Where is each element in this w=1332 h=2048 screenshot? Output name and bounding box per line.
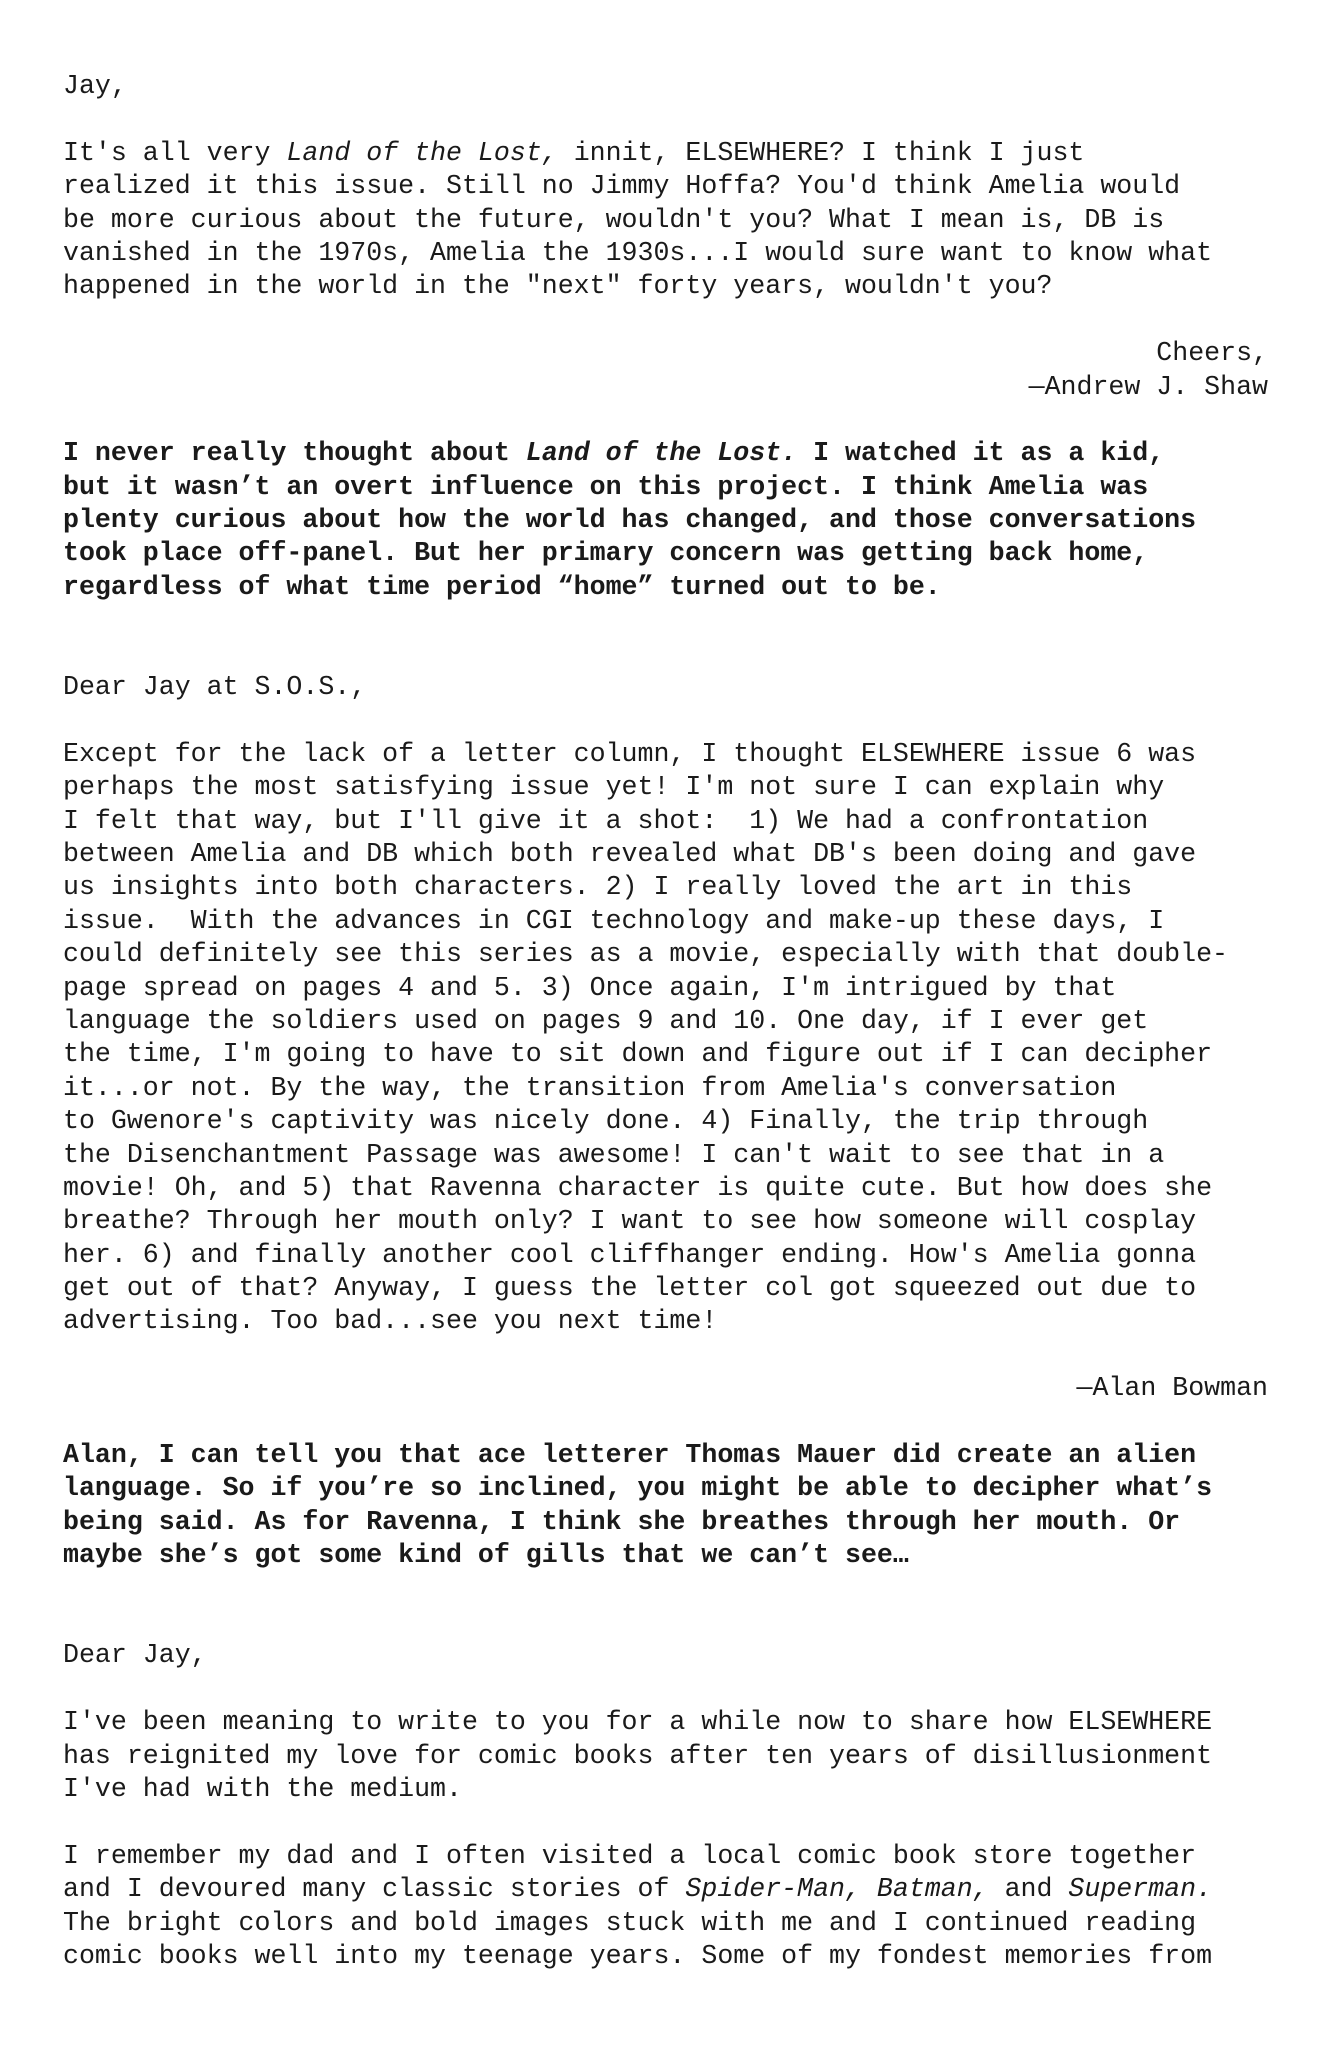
salutation: Dear Jay at S.O.S., (63, 672, 367, 703)
body-line: realized it this issue. Still no Jimmy Hoffa? You'd think Amelia would (63, 171, 1181, 202)
letter-alan-bowman (63, 671, 1268, 1406)
reply-line: maybe she’s got some kind of gills that we can’t see… (63, 1540, 909, 1571)
salutation: Dear Jay, (63, 1640, 207, 1671)
body-line: the Disenchantment Passage was awesome! I can't wait to see that in a (63, 1139, 1165, 1170)
body-line: The bright colors and bold images stuck with me and I continued reading (63, 1907, 1197, 1938)
body-line: perhaps the most satisfying issue yet! I'm not sure I can explain why (63, 772, 1165, 803)
body-line: has reignited my love for comic books after ten years of disillusionment (63, 1740, 1213, 1771)
body-line: I've had with the medium. (63, 1773, 462, 1804)
closing: Cheers, (1156, 338, 1268, 369)
body-line: breathe? Through her mouth only? I want to see how someone will cosplay (63, 1206, 1197, 1237)
body-line: It's all very Land of the Lost, innit, ELSEWHERE? I think I just (63, 137, 1085, 168)
body-line: advertising. Too bad...see you next time! (63, 1306, 718, 1337)
salutation: Jay, (63, 71, 127, 101)
reply-line: I never really thought about Land of the Lost. I watched it as a kid, (63, 438, 1165, 469)
body-line: I remember my dad and I often visited a local comic book store together (63, 1840, 1197, 1871)
body-line: issue. With the advances in CGI technology and make-up these days, I (63, 905, 1165, 936)
editor-reply (63, 1439, 1268, 1573)
body-line: language the soldiers used on pages 9 and 10. One day, if I ever get (63, 1005, 1149, 1036)
body-line: it...or not. By the way, the transition from Amelia's conversation (63, 1072, 1117, 1103)
body-line: be more curious about the future, wouldn't you? What I mean is, DB is (63, 204, 1165, 235)
body-line: comic books well into my teenage years. Some of my fondest memories from (63, 1940, 1213, 1971)
reply-line: language. So if you’re so inclined, you might be able to decipher what’s (63, 1473, 1213, 1504)
body-line: and I devoured many classic stories of Spider-Man, Batman, and Superman. (63, 1874, 1213, 1905)
body-line: page spread on pages 4 and 5. 3) Once again, I'm intrigued by that (63, 972, 1117, 1003)
reply-line: Alan, I can tell you that ace letterer Thomas Mauer did create an alien (63, 1440, 1197, 1471)
body-line: us insights into both characters. 2) I really loved the art in this (63, 872, 1133, 903)
body-line: Except for the lack of a letter column, I thought ELSEWHERE issue 6 was (63, 738, 1197, 769)
reply-line: took place off-panel. But her primary concern was getting back home, (63, 538, 1149, 569)
reply-line: being said. As for Ravenna, I think she breathes through her mouth. Or (63, 1506, 1181, 1537)
letters-page (63, 70, 1268, 1973)
body-line: vanished in the 1970s, Amelia the 1930s...I would sure want to know what (63, 237, 1213, 268)
body-line: I felt that way, but I'll give it a shot: 1) We had a confrontation (63, 805, 1149, 836)
body-line: her. 6) and finally another cool cliffhanger ending. How's Amelia gonna (63, 1239, 1197, 1270)
body-line: the time, I'm going to have to sit down and figure out if I can decipher (63, 1039, 1213, 1070)
signature: —Andrew J. Shaw (1028, 371, 1268, 402)
body-line: I've been meaning to write to you for a while now to share how ELSEWHERE (63, 1707, 1213, 1738)
reply-line: but it wasn’t an overt influence on this project. I think Amelia was (63, 471, 1149, 502)
letter-dear-jay (63, 1639, 1268, 1973)
body-line: get out of that? Anyway, I guess the letter col got squeezed out due to (63, 1273, 1197, 1304)
body-line: could definitely see this series as a movie, especially with that double- (63, 939, 1228, 970)
body-line: happened in the world in the "next" forty years, wouldn't you? (63, 271, 1053, 302)
reply-line: regardless of what time period “home” turned out to be. (63, 571, 941, 602)
reply-line: plenty curious about how the world has changed, and those conversations (63, 505, 1197, 536)
body-line: to Gwenore's captivity was nicely done. 4) Finally, the trip through (63, 1106, 1149, 1137)
letter-andrew-shaw (63, 70, 1268, 404)
signature: —Alan Bowman (1076, 1373, 1268, 1404)
body-line: movie! Oh, and 5) that Ravenna character is quite cute. But how does she (63, 1172, 1213, 1203)
body-line: between Amelia and DB which both revealed what DB's been doing and gave (63, 839, 1197, 869)
editor-reply (63, 437, 1268, 604)
